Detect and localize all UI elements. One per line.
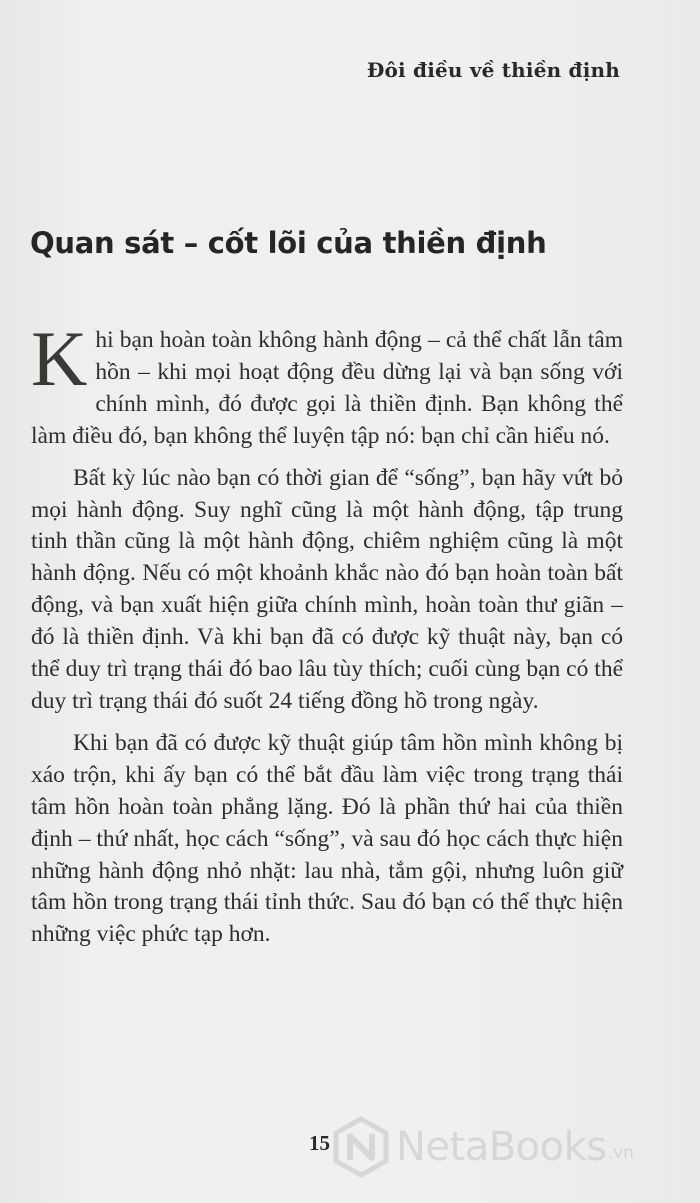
chapter-title: Quan sát – cốt lõi của thiền định (30, 226, 547, 260)
watermark-suffix: .vn (607, 1143, 634, 1163)
netabooks-logo-icon (330, 1116, 392, 1178)
running-header: Đôi điều về thiền định (366, 58, 620, 82)
paragraph-3: Khi bạn đã có được kỹ thuật giúp tâm hồn mình không bị xáo trộn, khi ấy bạn có thể bắt đầu làm việc trong trạng thái tâm hồn hoàn toàn phẳng lặng. Đó là phần thứ hai của thiền định – thứ nhất, học cách “sống”, và sau đó học cách thực hiện những hành động nhỏ nhặt: lau nhà, tắm gội, nhưng luôn giữ tâm hồn trong trạng thái tỉnh thức. Sau đó bạn có thể thực hiện những việc phức tạp hơn. (31, 729, 623, 948)
watermark (330, 1116, 634, 1178)
paragraph-2: Bất kỳ lúc nào bạn có thời gian để “sống”, bạn hãy vứt bỏ mọi hành động. Suy nghĩ cũng là một hành động, tập trung tinh thần cũng là một hành động, chiêm nghiệm cũng là một hành động. Nếu có một khoảnh khắc nào đó bạn hoàn toàn bất động, và bạn xuất hiện giữa chính mình, hoàn toàn thư giãn – đó là thiền định. Và khi bạn đã có được kỹ thuật này, bạn có thể duy trì trạng thái đó bao lâu tùy thích; cuối cùng bạn có thể duy trì trạng thái đó suốt 24 tiếng đồng hồ trong ngày. (31, 464, 623, 714)
page-number: 15 (309, 1131, 330, 1155)
watermark-text: NetaBooks (396, 1124, 607, 1170)
paragraph-1 (31, 315, 623, 453)
body-text (31, 315, 623, 951)
paragraph-1-text: hi bạn hoàn toàn không hành động – cả thể chất lẫn tâm hồn – khi mọi hoạt động đều dừng lại và bạn sống với chính mình, đó được gọi là thiền định. Bạn không thể làm điều đó, bạn không thể luyện tập nó: bạn chỉ cần hiểu nó. (31, 327, 623, 449)
drop-cap: K (31, 315, 88, 402)
